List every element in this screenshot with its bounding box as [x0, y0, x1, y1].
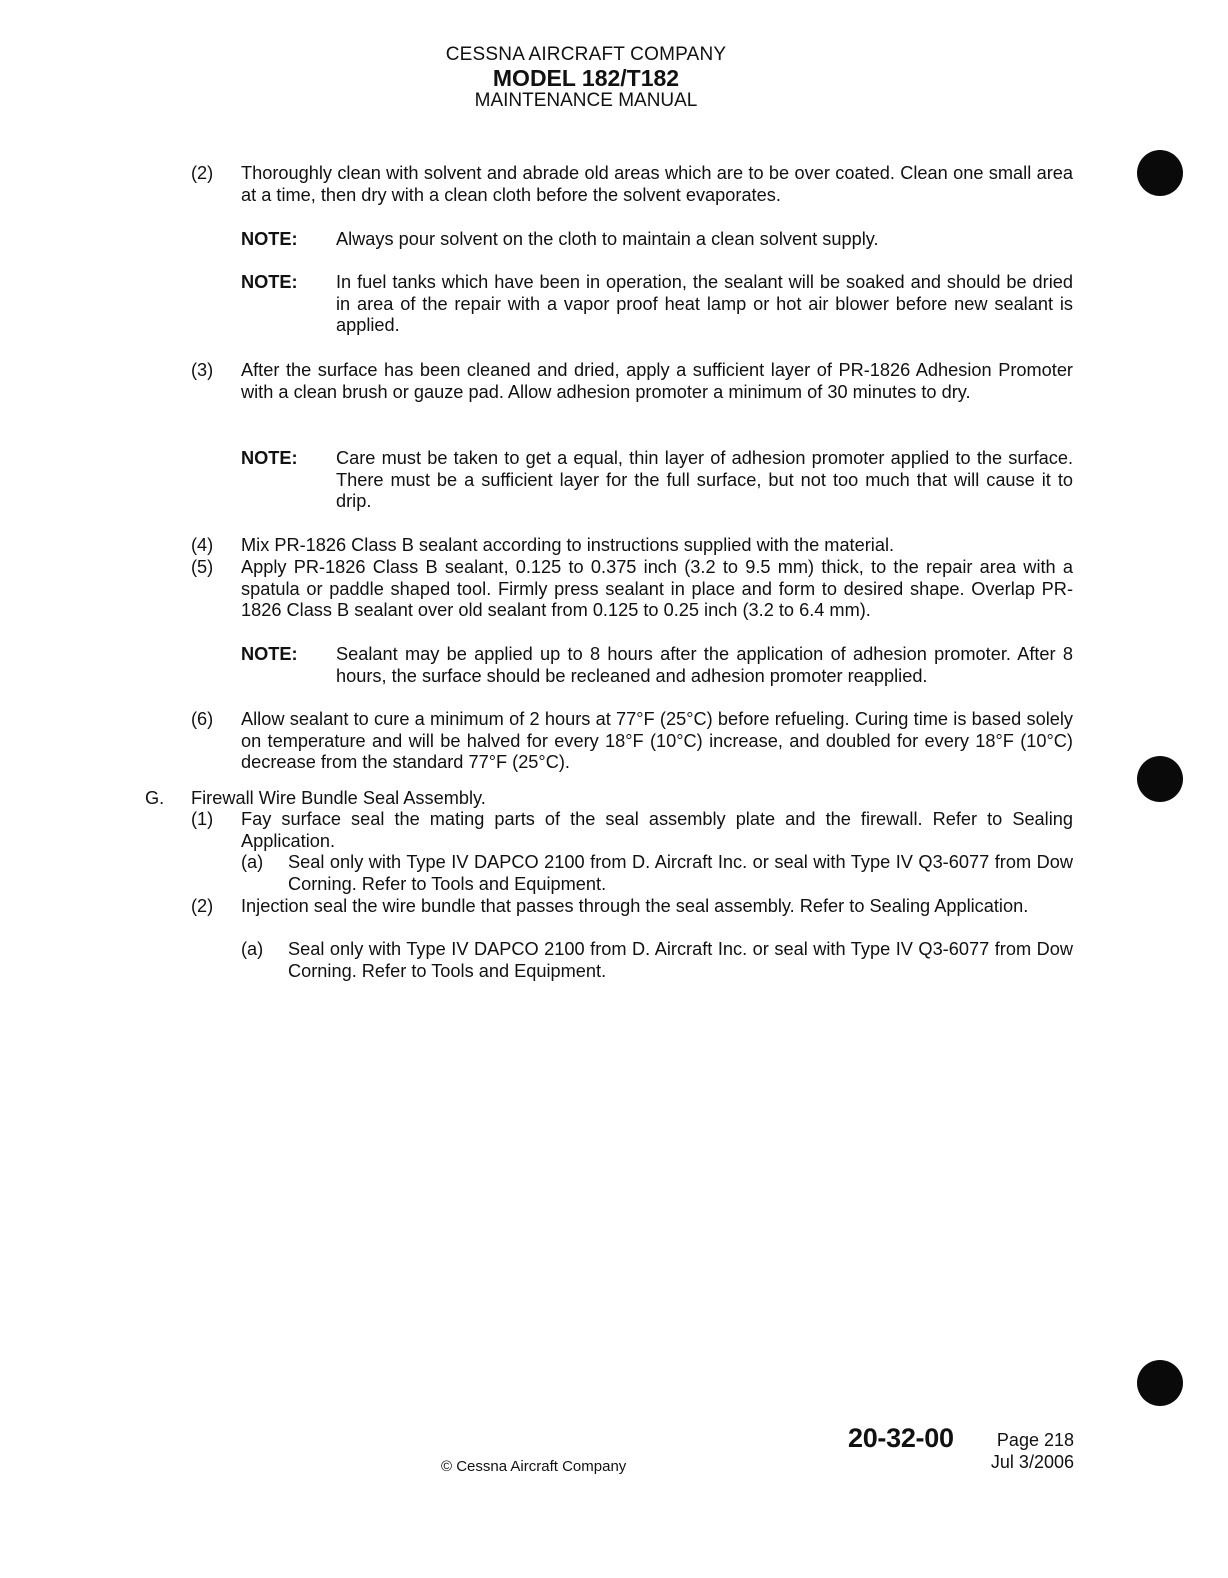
- note-label: NOTE:: [241, 448, 298, 468]
- copyright-notice: © Cessna Aircraft Company: [441, 1458, 627, 1475]
- chapter-code: 20-32-00: [848, 1423, 954, 1453]
- step-text: Mix PR-1826 Class B sealant according to instructions supplied with the material.: [241, 535, 895, 555]
- note-label: NOTE:: [241, 272, 298, 292]
- note-text: Care must be taken to get a equal, thin layer of adhesion promoter applied to the surface. There must be a sufficient layer for the full surface, but not too much that will cause it to drip.: [336, 448, 1073, 512]
- note-text: Always pour solvent on the cloth to maintain a clean solvent supply.: [336, 229, 879, 249]
- step-text: Fay surface seal the mating parts of the seal assembly plate and the firewall. Refer to Sealing Application.: [241, 809, 1073, 851]
- step-text: Allow sealant to cure a minimum of 2 hours at 77°F (25°C) before refueling. Curing time is based solely on temperature and will be halved for every 18°F (10°C) increase, and doubled for every 18°F (10°C) decrease from the standard 77°F (25°C).: [241, 709, 1073, 773]
- step-number: (2): [191, 163, 214, 183]
- note-text: Sealant may be applied up to 8 hours after the application of adhesion promoter. After 8 hours, the surface should be recleaned and adhesion promoter reapplied.: [336, 644, 1073, 686]
- step-number: (3): [191, 360, 214, 380]
- revision-date: Jul 3/2006: [990, 1452, 1074, 1472]
- section-title: Firewall Wire Bundle Seal Assembly.: [191, 788, 486, 808]
- step-number: (6): [191, 709, 214, 729]
- step-text: After the surface has been cleaned and dried, apply a sufficient layer of PR-1826 Adhesion Promoter with a clean brush or gauze pad. Allow adhesion promoter a minimum of 30 minutes to dry.: [241, 360, 1073, 402]
- substep-letter: (a): [241, 852, 264, 872]
- step-text: Apply PR-1826 Class B sealant, 0.125 to 0.375 inch (3.2 to 9.5 mm) thick, to the repair area with a spatula or paddle shaped tool. Firmly press sealant in place and form to desired shape. Overlap PR-1826 Class B sealant over old sealant from 0.125 to 0.25 inch (3.2 to 6.4 mm).: [241, 557, 1073, 621]
- note-label: NOTE:: [241, 229, 298, 249]
- company-name: CESSNA AIRCRAFT COMPANY: [445, 44, 727, 65]
- manual-title: MAINTENANCE MANUAL: [474, 90, 698, 111]
- page-number: Page 218: [996, 1430, 1074, 1450]
- revision-dot-marker: [1137, 756, 1183, 802]
- note-label: NOTE:: [241, 644, 298, 664]
- page-header: [0, 44, 1172, 112]
- step-number: (4): [191, 535, 214, 555]
- step-text: Thoroughly clean with solvent and abrade old areas which are to be over coated. Clean one small area at a time, then dry with a clean cloth before the solvent evaporates.: [241, 163, 1073, 205]
- revision-dot-marker: [1137, 150, 1183, 196]
- step-text: Injection seal the wire bundle that passes through the seal assembly. Refer to Sealing Application.: [241, 896, 1029, 916]
- substep-letter: (a): [241, 939, 264, 959]
- substep-text: Seal only with Type IV DAPCO 2100 from D. Aircraft Inc. or seal with Type IV Q3-6077 from Dow Corning. Refer to Tools and Equipment.: [288, 852, 1073, 894]
- step-number: (1): [191, 809, 214, 829]
- note-text: In fuel tanks which have been in operation, the sealant will be soaked and should be dried in area of the repair with a vapor proof heat lamp or hot air blower before new sealant is applied.: [336, 272, 1073, 336]
- model-title: MODEL 182/T182: [492, 65, 680, 91]
- step-number: (2): [191, 896, 214, 916]
- step-number: (5): [191, 557, 214, 577]
- substep-text: Seal only with Type IV DAPCO 2100 from D. Aircraft Inc. or seal with Type IV Q3-6077 from Dow Corning. Refer to Tools and Equipment.: [288, 939, 1073, 981]
- revision-dot-marker: [1137, 1360, 1183, 1406]
- section-letter: G.: [145, 788, 165, 808]
